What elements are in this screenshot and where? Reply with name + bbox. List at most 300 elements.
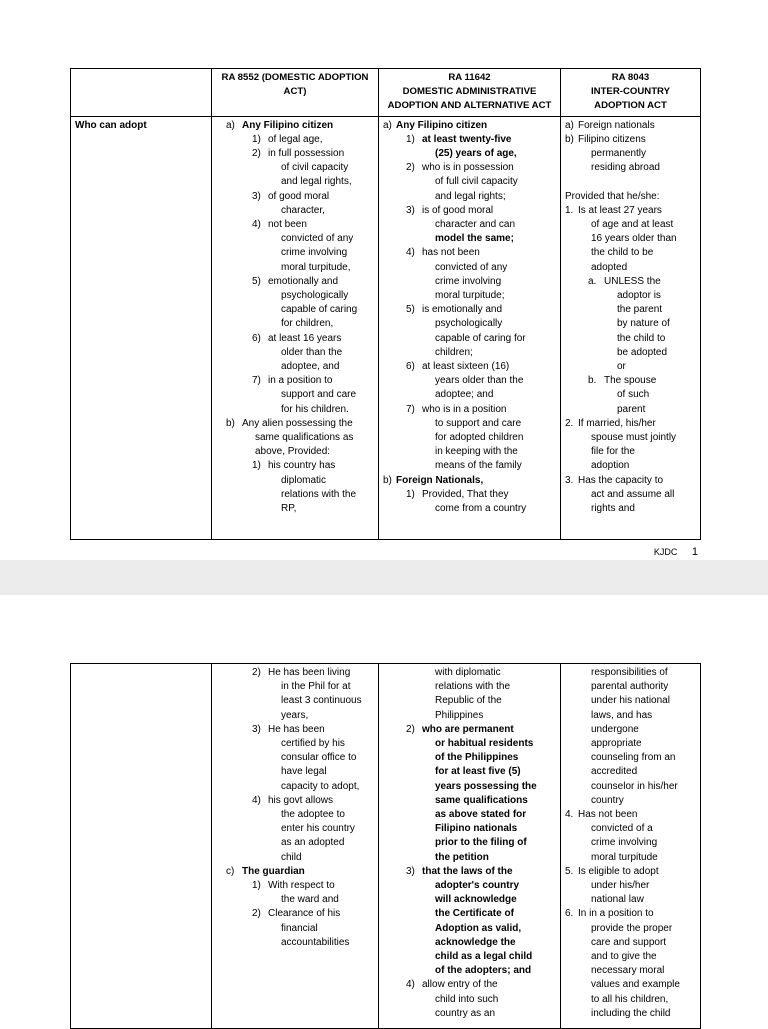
line-text: Filipino citizens xyxy=(578,133,646,145)
line-text: necessary moral xyxy=(591,965,665,977)
line-text: Foreign Nationals, xyxy=(396,474,484,486)
text-line xyxy=(565,147,696,161)
text-line xyxy=(565,723,696,737)
line-text: and legal rights; xyxy=(435,190,506,202)
line-text: capable of caring for xyxy=(435,332,526,344)
list-marker: a. xyxy=(588,275,597,287)
line-text: allow entry of the xyxy=(422,979,498,991)
line-text: his govt allows xyxy=(268,794,334,806)
line-text: for at least five (5) xyxy=(435,766,521,778)
text-line xyxy=(565,822,696,836)
line-text: laws, and has xyxy=(591,709,653,721)
text-line xyxy=(383,751,556,765)
text-line xyxy=(216,346,374,360)
text-line xyxy=(383,459,556,473)
text-line xyxy=(216,388,374,402)
line-text: children; xyxy=(435,346,473,358)
line-text: adopted xyxy=(591,261,628,273)
line-text: Has not been xyxy=(578,809,638,821)
list-marker: 7) xyxy=(252,375,261,387)
line-text: adopter's country xyxy=(435,880,520,892)
line-text: adoptee, and xyxy=(281,361,340,373)
text-line xyxy=(565,346,696,360)
text-line xyxy=(216,666,374,680)
text-line xyxy=(565,794,696,808)
line-text: that the laws of the xyxy=(422,865,513,877)
text-line xyxy=(383,303,556,317)
text-line xyxy=(565,119,696,133)
header-line: RA 8552 (DOMESTIC ADOPTION xyxy=(221,72,369,83)
line-text: under his national xyxy=(591,695,670,707)
text-line xyxy=(216,175,374,189)
line-text: in the Phil for at xyxy=(281,681,351,693)
line-text: including the child xyxy=(591,1007,671,1019)
row-label-text: Who can adopt xyxy=(75,119,147,131)
text-line xyxy=(383,893,556,907)
line-text: convicted of a xyxy=(591,823,653,835)
line-text: years, xyxy=(281,709,309,721)
text-line xyxy=(216,822,374,836)
text-line xyxy=(383,780,556,794)
line-text: for children, xyxy=(281,318,334,330)
line-text: or xyxy=(617,361,626,373)
text-line xyxy=(383,346,556,360)
text-line xyxy=(216,445,374,459)
line-text: 16 years older than xyxy=(591,233,677,245)
line-text: and legal rights, xyxy=(281,176,352,188)
page-gap xyxy=(0,560,768,595)
text-line xyxy=(565,1007,696,1021)
header-ra-11642 xyxy=(379,69,561,117)
line-text: the petition xyxy=(435,851,489,863)
line-text: spouse must jointly xyxy=(591,432,677,444)
list-marker: 2) xyxy=(252,148,261,160)
line-text: The guardian xyxy=(242,865,305,877)
line-text: convicted of any xyxy=(281,233,354,245)
text-line xyxy=(383,417,556,431)
text-line xyxy=(565,459,696,473)
header-line: RA 8043 xyxy=(611,72,650,83)
list-marker: b) xyxy=(226,417,235,429)
text-line xyxy=(383,822,556,836)
text-line xyxy=(216,360,374,374)
line-text: appropriate xyxy=(591,738,642,750)
text-line xyxy=(565,388,696,402)
line-text: relations with the xyxy=(435,681,511,693)
text-line xyxy=(216,865,374,879)
list-marker: 5) xyxy=(406,304,415,316)
text-line xyxy=(565,993,696,1007)
text-line xyxy=(383,445,556,459)
adoption-comparison-table-continued xyxy=(70,663,701,1029)
line-text: at least sixteen (16) xyxy=(422,361,510,373)
line-text: file for the xyxy=(591,446,635,458)
line-text: as above stated for xyxy=(435,809,527,821)
text-line xyxy=(383,964,556,978)
list-marker: 2) xyxy=(406,723,415,735)
list-marker: 6) xyxy=(406,361,415,373)
text-line xyxy=(383,922,556,936)
table-row-continued xyxy=(71,664,701,1029)
header-line: ADOPTION AND ALTERNATIVE ACT xyxy=(387,100,552,112)
line-text: Any alien possessing the xyxy=(242,417,353,429)
line-text: emotionally and xyxy=(268,275,339,287)
line-text: Provided, That they xyxy=(422,488,509,500)
text-line xyxy=(216,836,374,850)
list-marker: 3) xyxy=(252,723,261,735)
line-text: enter his country xyxy=(281,823,355,835)
header-line: ADOPTION ACT xyxy=(594,100,667,112)
line-text: of full civil capacity xyxy=(435,176,518,188)
line-text: same qualifications xyxy=(435,794,528,806)
header-ra-8552 xyxy=(212,69,379,117)
list-marker: 2) xyxy=(252,667,261,678)
line-text: character, xyxy=(281,204,325,216)
line-text: The spouse xyxy=(604,375,657,387)
line-text: Foreign nationals xyxy=(578,119,655,131)
list-marker: 1) xyxy=(252,880,261,892)
text-line xyxy=(383,488,556,502)
list-marker: 4. xyxy=(565,809,574,821)
text-line xyxy=(216,488,374,502)
text-line xyxy=(383,907,556,921)
line-text: Adoption as valid, xyxy=(435,922,522,934)
text-line xyxy=(383,232,556,246)
line-text: above, Provided: xyxy=(255,446,331,458)
text-line xyxy=(216,317,374,331)
header-cell-empty xyxy=(71,69,212,117)
line-text: be adopted xyxy=(617,346,668,358)
line-text: is emotionally and xyxy=(422,304,503,316)
line-text: model the same; xyxy=(435,233,514,245)
row-label xyxy=(71,116,212,539)
text-line xyxy=(383,879,556,893)
cell-ra-8043 xyxy=(561,664,701,1029)
line-text: adoption xyxy=(591,460,630,472)
line-text: country as an xyxy=(435,1007,496,1019)
text-line xyxy=(216,374,374,388)
line-text: capacity to adopt, xyxy=(281,780,360,792)
text-line xyxy=(216,459,374,473)
line-text: Any Filipino citizen xyxy=(396,119,488,131)
text-line xyxy=(216,893,374,907)
text-line xyxy=(565,737,696,751)
text-line xyxy=(565,780,696,794)
page-number: 1 xyxy=(691,546,698,558)
line-text: under his/her xyxy=(591,880,650,892)
list-marker: a) xyxy=(383,119,392,131)
text-line xyxy=(565,303,696,317)
line-text: moral turpitude, xyxy=(281,261,351,273)
cell-text xyxy=(565,119,696,537)
list-marker: a) xyxy=(565,119,574,131)
line-text: rights and xyxy=(591,503,635,515)
list-marker: 1) xyxy=(406,133,415,145)
cell-ra-11642 xyxy=(379,116,561,539)
list-marker: 3. xyxy=(565,474,574,486)
list-marker: 1. xyxy=(565,204,574,216)
list-marker: 4) xyxy=(406,247,415,259)
table-row-who-can-adopt xyxy=(71,116,701,539)
text-line xyxy=(216,794,374,808)
text-line xyxy=(216,936,374,950)
line-text: to all his children, xyxy=(591,993,669,1005)
line-text: act and assume all xyxy=(591,488,675,500)
text-line xyxy=(565,502,696,516)
text-line xyxy=(383,119,556,133)
list-marker: 5) xyxy=(252,275,261,287)
line-text: Has the capacity to xyxy=(578,474,664,486)
text-line xyxy=(383,161,556,175)
list-marker: b) xyxy=(383,474,392,486)
text-line xyxy=(565,950,696,964)
line-text: who is in possession xyxy=(422,162,514,174)
line-text: national law xyxy=(591,894,644,906)
text-line xyxy=(383,836,556,850)
line-text: Provided that he/she: xyxy=(565,190,660,202)
line-text: convicted of any xyxy=(435,261,508,273)
line-text: for adopted children xyxy=(435,432,524,444)
line-text: counselor in his/her xyxy=(591,780,678,792)
line-text: for his children. xyxy=(281,403,349,415)
list-marker: 2) xyxy=(252,908,261,920)
line-text: the Certificate of xyxy=(435,908,514,920)
text-line xyxy=(565,751,696,765)
text-line xyxy=(216,808,374,822)
line-text: He has been xyxy=(268,723,325,735)
text-line xyxy=(565,709,696,723)
text-line xyxy=(383,723,556,737)
text-line xyxy=(565,851,696,865)
line-text: as an adopted xyxy=(281,837,345,849)
line-text: come from a country xyxy=(435,503,527,515)
line-text: moral turpitude xyxy=(591,851,658,863)
line-text: certified by his xyxy=(281,738,345,750)
header-line: RA 11642 xyxy=(448,72,491,83)
text-line xyxy=(383,275,556,289)
text-line xyxy=(216,190,374,204)
text-line xyxy=(216,303,374,317)
list-marker: 2. xyxy=(565,417,574,429)
text-line xyxy=(565,680,696,694)
cell-ra-8043 xyxy=(561,116,701,539)
line-text: prior to the filing of xyxy=(435,837,527,849)
line-text: Republic of the xyxy=(435,695,502,707)
table-header-row xyxy=(71,69,701,117)
text-line xyxy=(565,161,696,175)
text-line xyxy=(383,808,556,822)
text-line xyxy=(216,851,374,865)
row-label-empty xyxy=(71,664,212,1029)
text-line xyxy=(565,445,696,459)
line-text: character and can xyxy=(435,219,516,231)
line-text: values and example xyxy=(591,979,680,991)
text-line xyxy=(216,403,374,417)
cell-text xyxy=(383,666,556,1026)
text-line xyxy=(383,332,556,346)
text-line xyxy=(565,808,696,822)
line-text: moral turpitude; xyxy=(435,290,505,302)
line-text: RP, xyxy=(281,503,297,515)
line-text: the parent xyxy=(617,304,663,316)
list-marker: 4) xyxy=(406,979,415,991)
line-text: in full possession xyxy=(268,148,345,160)
line-text: older than the xyxy=(281,346,343,358)
cell-ra-8552 xyxy=(212,664,379,1029)
text-line xyxy=(383,993,556,1007)
cell-text xyxy=(383,119,556,537)
line-text: undergone xyxy=(591,723,639,735)
line-text: the child to be xyxy=(591,247,654,259)
text-line xyxy=(216,709,374,723)
line-text: country xyxy=(591,794,624,806)
text-line xyxy=(565,978,696,992)
text-line xyxy=(383,694,556,708)
line-text: Is at least 27 years xyxy=(578,204,662,216)
line-text: parental authority xyxy=(591,681,669,693)
line-text: of civil capacity xyxy=(281,162,349,174)
page-footer xyxy=(654,546,698,558)
list-marker: b. xyxy=(588,375,597,387)
text-line xyxy=(383,1007,556,1021)
list-marker: 6. xyxy=(565,908,574,920)
line-text: means of the family xyxy=(435,460,522,472)
list-marker: 6) xyxy=(252,332,261,344)
text-line xyxy=(383,388,556,402)
line-text: at least 16 years xyxy=(268,332,342,344)
line-text: the ward and xyxy=(281,894,339,906)
line-text: years possessing the xyxy=(435,780,537,792)
line-text: Is eligible to adopt xyxy=(578,865,659,877)
text-line xyxy=(216,680,374,694)
text-line xyxy=(216,751,374,765)
line-text: care and support xyxy=(591,936,667,948)
text-line xyxy=(216,723,374,737)
line-text: of age and at least xyxy=(591,219,674,231)
text-line xyxy=(216,780,374,794)
text-line xyxy=(565,317,696,331)
list-marker: a) xyxy=(226,119,235,131)
line-text: of good moral xyxy=(268,190,330,202)
adoption-comparison-table xyxy=(70,68,701,540)
cell-text xyxy=(216,666,374,1026)
text-line xyxy=(216,147,374,161)
text-line xyxy=(383,950,556,964)
line-text: If married, his/her xyxy=(578,417,656,429)
text-line xyxy=(216,431,374,445)
text-line xyxy=(216,261,374,275)
line-text: Clearance of his xyxy=(268,908,341,920)
text-line xyxy=(565,836,696,850)
list-marker: c) xyxy=(226,865,235,877)
line-text: Filipino nationals xyxy=(435,823,518,835)
line-text: financial xyxy=(281,922,318,934)
text-line xyxy=(216,922,374,936)
line-text: is of good moral xyxy=(422,204,494,216)
document-page-2 xyxy=(0,595,768,1024)
line-text: same qualifications as xyxy=(255,432,354,444)
text-line xyxy=(383,360,556,374)
text-line xyxy=(216,737,374,751)
text-line xyxy=(216,765,374,779)
text-line xyxy=(383,246,556,260)
list-marker: 1) xyxy=(252,133,261,145)
text-line xyxy=(216,694,374,708)
text-line xyxy=(565,403,696,417)
list-marker: 1) xyxy=(252,460,261,472)
line-text: years older than the xyxy=(435,375,524,387)
text-line xyxy=(383,374,556,388)
text-line xyxy=(383,765,556,779)
line-text: in a position to xyxy=(268,375,333,387)
text-line xyxy=(383,936,556,950)
line-text: child as a legal child xyxy=(435,951,533,963)
text-line xyxy=(383,978,556,992)
cell-ra-11642 xyxy=(379,664,561,1029)
line-text: permanently xyxy=(591,148,647,160)
line-text: accredited xyxy=(591,766,638,778)
text-line xyxy=(565,417,696,431)
line-text: diplomatic xyxy=(281,474,327,486)
line-text: capable of caring xyxy=(281,304,358,316)
text-line xyxy=(383,474,556,488)
text-line xyxy=(216,289,374,303)
line-text: He has been living xyxy=(268,667,351,678)
line-text: in keeping with the xyxy=(435,446,518,458)
line-text: of the adopters; and xyxy=(435,965,532,977)
list-marker: 1) xyxy=(406,488,415,500)
line-text: his country has xyxy=(268,460,336,472)
text-line xyxy=(216,232,374,246)
text-line xyxy=(565,765,696,779)
text-line xyxy=(216,417,374,431)
text-line xyxy=(565,246,696,260)
line-text: Any Filipino citizen xyxy=(242,119,334,131)
header-line: ACT) xyxy=(283,86,307,98)
text-line xyxy=(565,204,696,218)
text-line xyxy=(565,218,696,232)
list-marker: 3) xyxy=(406,865,415,877)
line-text: adoptor is xyxy=(617,290,661,302)
text-line xyxy=(565,488,696,502)
line-text: of such xyxy=(617,389,650,401)
text-line xyxy=(565,175,696,189)
text-line xyxy=(565,360,696,374)
list-marker: 5. xyxy=(565,865,574,877)
line-text: child into such xyxy=(435,993,499,1005)
text-line xyxy=(383,218,556,232)
text-line xyxy=(565,275,696,289)
text-line xyxy=(383,680,556,694)
line-text: crime involving xyxy=(591,837,658,849)
text-line xyxy=(565,879,696,893)
line-text: or habitual residents xyxy=(435,738,534,750)
line-text: with diplomatic xyxy=(435,667,501,678)
line-text: crime involving xyxy=(435,275,502,287)
line-text: provide the proper xyxy=(591,922,673,934)
line-text: counseling from an xyxy=(591,752,676,764)
list-marker: 4) xyxy=(252,794,261,806)
line-text: the child to xyxy=(617,332,666,344)
line-text: psychologically xyxy=(435,318,503,330)
header-ra-8043 xyxy=(561,69,701,117)
text-line xyxy=(216,218,374,232)
list-marker: 3) xyxy=(252,190,261,202)
line-text: adoptee; and xyxy=(435,389,494,401)
line-text: of the Philippines xyxy=(435,752,519,764)
header-line: INTER-COUNTRY xyxy=(590,86,671,98)
text-line xyxy=(565,431,696,445)
